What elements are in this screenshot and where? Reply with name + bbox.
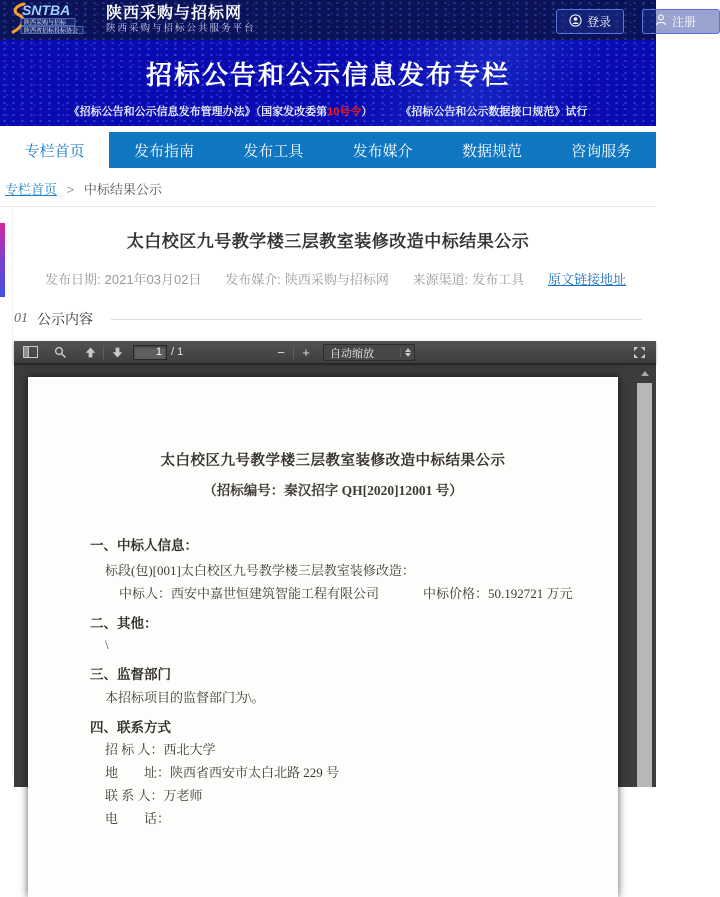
doc-winner: 中标人：西安中嘉世恒建筑智能工程有限公司 [119, 586, 380, 601]
breadcrumb [0, 168, 656, 206]
site-subtitle: 陕西采购与招标公共服务平台 [106, 23, 256, 34]
breadcrumb-home-link[interactable]: 专栏首页 [5, 182, 58, 197]
section-header [0, 309, 656, 329]
breadcrumb-separator: > [66, 182, 75, 197]
toolbar-divider [103, 346, 104, 359]
section-title: 公示内容 [37, 311, 93, 327]
login-label: 登录 [587, 15, 612, 29]
site-name: 陕西采购与招标网 [106, 5, 243, 22]
logo-line1: 陕西采购与招标 [24, 20, 67, 26]
left-accent-stripe [0, 223, 5, 297]
tab-data-standard[interactable]: 数据规范 [461, 142, 522, 160]
site-titles [106, 5, 256, 35]
doc-section3-heading: 三、监督部门 [90, 667, 171, 682]
doc-section1-winner-row [90, 585, 576, 603]
sidebar-toggle-button[interactable] [20, 343, 40, 362]
doc-section1-heading: 一、中标人信息： [90, 538, 198, 553]
register-label: 注册 [672, 15, 697, 29]
section-divider-line [111, 319, 642, 320]
doc-title: 太白校区九号教学楼三层教室装修改造中标结果公示 [160, 453, 506, 469]
banner-links [0, 103, 656, 119]
doc-section4-heading: 四、联系方式 [90, 720, 171, 735]
section-number: 01 [14, 311, 28, 326]
login-user-icon [569, 14, 582, 30]
presentation-mode-button[interactable] [630, 344, 648, 361]
register-user-icon [655, 14, 667, 29]
login-button[interactable] [556, 9, 624, 34]
tab-column-home[interactable]: 专栏首页 [0, 132, 109, 168]
zoom-out-button[interactable]: − [277, 345, 285, 360]
banner-link1-text: 《招标公告和公示信息发布管理办法》（国家发改委第 [68, 106, 328, 118]
article-title: 太白校区九号教学楼三层教室装修改造中标结果公示 [126, 232, 530, 251]
doc-contact-bidder: 招 标 人：西北大学 [105, 742, 216, 757]
meta-publish-media-label: 发布媒介: [225, 272, 281, 287]
meta-source-channel-label: 来源渠道: [412, 272, 469, 287]
doc-contact-address: 地 址：陕西省西安市太白北路 229 号 [105, 765, 340, 780]
zoom-level-value: 自动缩放 [330, 347, 374, 360]
content-panel [0, 206, 656, 826]
fullscreen-icon [633, 346, 646, 359]
pdf-scrollbar[interactable] [637, 367, 652, 787]
doc-section2-heading: 二、其他： [90, 616, 158, 631]
zoom-level-select[interactable] [323, 344, 415, 361]
page-total: / 1 [171, 346, 184, 358]
site-logo-icon [8, 1, 100, 35]
tab-publish-guide[interactable]: 发布指南 [133, 142, 194, 160]
sidebar-toggle-icon [23, 346, 38, 358]
page-down-button[interactable] [107, 343, 127, 362]
banner-link-regulation[interactable] [69, 103, 373, 119]
tab-publish-tool[interactable]: 发布工具 [243, 142, 304, 160]
search-icon [54, 346, 67, 359]
page-up-button[interactable] [80, 343, 100, 362]
auth-buttons [556, 9, 720, 34]
meta-source-channel [413, 269, 525, 288]
find-button[interactable] [50, 343, 70, 362]
arrow-down-icon [112, 347, 123, 358]
doc-subtitle: （招标编号：秦汉招字 QH[2020]12001 号） [203, 483, 463, 498]
banner-link1-red-text: 10号令 [327, 106, 362, 118]
zoom-in-button[interactable]: + [302, 345, 310, 360]
banner [0, 40, 656, 126]
banner-link1-suffix: ） [361, 106, 373, 118]
tab-consult-service[interactable]: 咨询服务 [571, 142, 632, 160]
scrollbar-thumb[interactable] [637, 383, 652, 787]
pdf-toolbar [14, 341, 656, 364]
tab-publish-media[interactable]: 发布媒介 [352, 142, 413, 160]
pdf-canvas-area [14, 365, 656, 826]
scrollbar-up-arrow[interactable] [637, 367, 652, 380]
top-header [0, 0, 697, 40]
register-button[interactable] [642, 9, 720, 34]
toolbar-divider [293, 346, 294, 359]
page-number-input[interactable] [133, 345, 167, 360]
doc-section2-body: \ [105, 637, 109, 652]
pdf-viewer [14, 341, 656, 826]
meta-publish-media [225, 269, 389, 288]
doc-section3-body: 本招标项目的监督部门为\。 [105, 690, 265, 705]
doc-price: 中标价格：50.192721 万元 [423, 586, 573, 601]
pdf-page [28, 377, 618, 897]
arrow-up-icon [85, 347, 96, 358]
zoom-controls [272, 341, 415, 364]
doc-contact-partial: 电 话： [105, 811, 171, 826]
banner-link-spec[interactable]: 《招标公告和公示数据接口规范》试行 [400, 106, 588, 118]
doc-contact-person: 联 系 人：万老师 [105, 788, 203, 803]
logo-acronym: SNTBA [22, 1, 71, 18]
meta-source-channel-value: 发布工具 [472, 272, 525, 287]
logo-line2: 陕西省招标投标协会 [24, 28, 79, 34]
banner-title: 招标公告和公示信息发布专栏 [145, 60, 510, 90]
meta-publish-date-label: 发布日期: [45, 272, 101, 287]
doc-section1-lot: 标段(包)[001]太白校区九号教学楼三层教室装修改造： [105, 563, 415, 578]
meta-publish-date [45, 269, 201, 288]
meta-publish-media-value: 陕西采购与招标网 [284, 272, 389, 287]
original-link[interactable]: 原文链接地址 [547, 272, 626, 287]
article-meta [0, 269, 656, 288]
select-stepper-icon [400, 348, 411, 357]
meta-publish-date-value: 2021年03月02日 [104, 272, 202, 287]
site-logo [8, 1, 100, 40]
breadcrumb-current: 中标结果公示 [83, 182, 162, 197]
main-nav [0, 132, 656, 168]
